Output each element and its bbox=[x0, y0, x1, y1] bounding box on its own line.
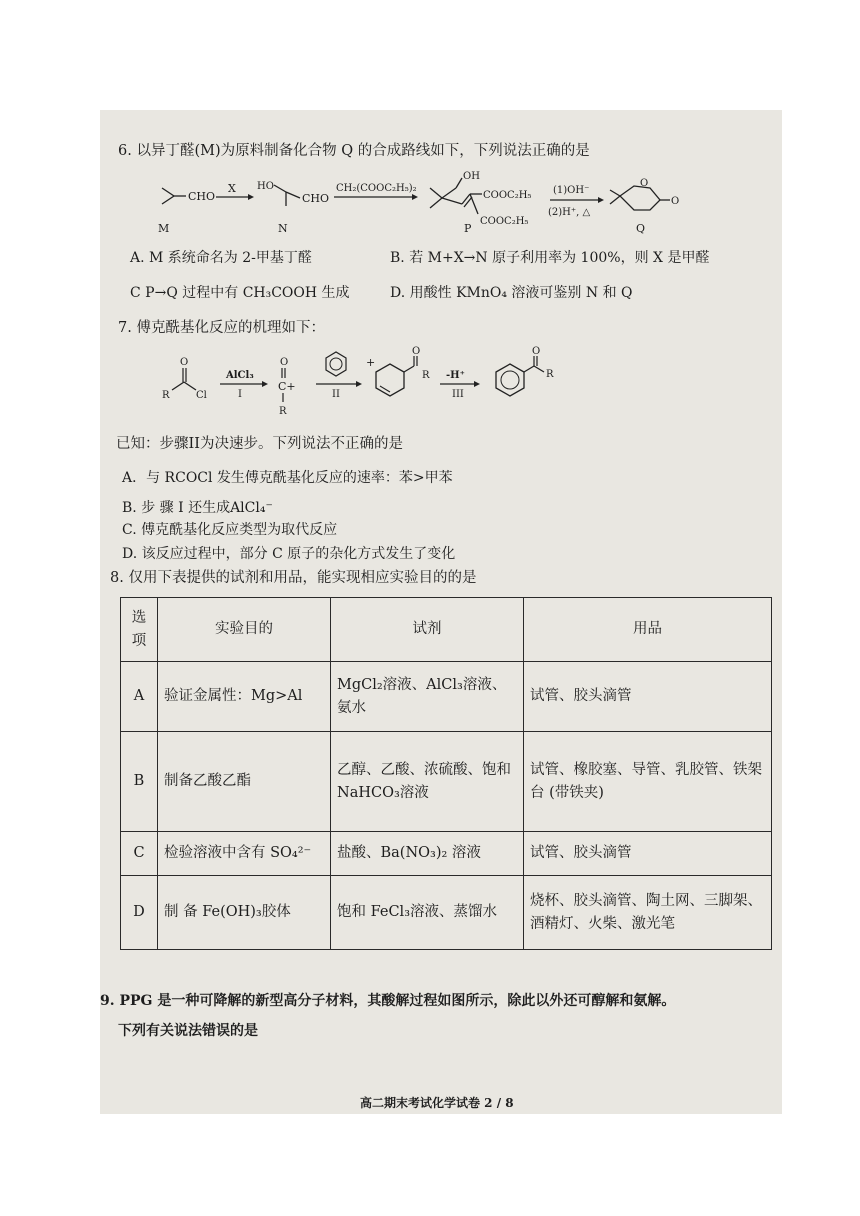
row-c-supplies: 试管、胶头滴管 bbox=[524, 832, 772, 876]
row-d-option: D bbox=[121, 876, 158, 950]
q6-option-d: D. 用酸性 KMnO₄ 溶液可鉴别 N 和 Q bbox=[390, 285, 633, 301]
row-c-option: C bbox=[121, 832, 158, 876]
p-ester-top: COOC₂H₅ bbox=[483, 190, 532, 201]
q6-option-c: C P→Q 过程中有 CH₃COOH 生成 bbox=[130, 285, 350, 301]
step1-number: I bbox=[238, 389, 242, 400]
row-d-reagents: 饱和 FeCl₃溶液、蒸馏水 bbox=[331, 876, 524, 950]
product-r-group: R bbox=[546, 369, 554, 380]
step3-reagent: -H⁺ bbox=[446, 370, 465, 381]
q-ring-oxygen: O bbox=[640, 178, 649, 189]
row-b-purpose: 制备乙酸乙酯 bbox=[158, 732, 331, 832]
acylium-oxygen: O bbox=[280, 357, 289, 368]
sigma-complex-charge: + bbox=[366, 356, 376, 369]
row-d-purpose: 制 备 Fe(OH)₃胶体 bbox=[158, 876, 331, 950]
question-7-stem: 7. 傅克酰基化反应的机理如下： bbox=[118, 320, 325, 336]
row-b-option: B bbox=[121, 732, 158, 832]
row-d-supplies: 烧杯、胶头滴管、陶土网、三脚架、酒精灯、火柴、激光笔 bbox=[524, 876, 772, 950]
row-c-purpose: 检验溶液中含有 SO₄²⁻ bbox=[158, 832, 331, 876]
table-row bbox=[121, 832, 772, 876]
table-row bbox=[121, 876, 772, 950]
chloride: Cl bbox=[196, 390, 207, 401]
label-m: M bbox=[158, 222, 170, 235]
q7-option-a: A．与 RCOCl 发生傅克酰基化反应的速率：苯>甲苯 bbox=[122, 470, 453, 486]
question-6-synthesis-scheme bbox=[150, 166, 690, 240]
step3-number: III bbox=[452, 389, 464, 400]
arrow3-step2: (2)H⁺, △ bbox=[548, 207, 591, 218]
q7-option-d: D. 该反应过程中，部分 C 原子的杂化方式发生了变化 bbox=[122, 546, 456, 562]
table-row bbox=[121, 732, 772, 832]
acyl-r-group: R bbox=[162, 390, 170, 401]
p-ester-bottom: COOC₂H₅ bbox=[480, 216, 529, 227]
n-ho-label: HO bbox=[257, 181, 274, 192]
row-b-supplies: 试管、橡胶塞、导管、乳胶管、铁架台 (带铁夹) bbox=[524, 732, 772, 832]
arrow1-reagent: X bbox=[228, 182, 236, 195]
acylium-r-group: R bbox=[279, 406, 287, 417]
p-oh-label: OH bbox=[463, 171, 480, 182]
arrow2-reagent: CH₂(COOC₂H₅)₂ bbox=[336, 183, 417, 194]
q7-option-c: C. 傅克酰基化反应类型为取代反应 bbox=[122, 522, 338, 538]
row-c-reagents: 盐酸、Ba(NO₃)₂ 溶液 bbox=[331, 832, 524, 876]
header-option: 选项 bbox=[121, 598, 158, 662]
question-8-stem: 8. 仅用下表提供的试剂和用品，能实现相应实验目的的是 bbox=[110, 570, 477, 586]
sigma-complex-oxygen: O bbox=[412, 346, 421, 357]
experiment-table bbox=[120, 597, 772, 950]
header-purpose: 实验目的 bbox=[158, 598, 331, 662]
q6-option-a: A. M 系统命名为 2-甲基丁醛 bbox=[130, 250, 312, 266]
question-7-mechanism-scheme bbox=[150, 344, 580, 428]
question-9-line-1: 9. PPG 是一种可降解的新型高分子材料，其酸解过程如图所示，除此以外还可醇解和氨解。 bbox=[100, 993, 676, 1009]
row-a-option: A bbox=[121, 662, 158, 732]
sigma-complex-r-group: R bbox=[422, 370, 430, 381]
m-cho-label: CHO bbox=[188, 190, 216, 203]
step1-reagent: AlCl₃ bbox=[226, 370, 254, 381]
product-oxygen: O bbox=[532, 346, 541, 357]
arrow3-step1: (1)OH⁻ bbox=[553, 185, 590, 196]
row-a-supplies: 试管、胶头滴管 bbox=[524, 662, 772, 732]
label-p: P bbox=[464, 222, 472, 235]
acylium-carbon: C+ bbox=[278, 380, 296, 393]
question-9-line-2: 下列有关说法错误的是 bbox=[118, 1023, 258, 1039]
label-n: N bbox=[278, 222, 288, 235]
q6-option-b: B. 若 M+X→N 原子利用率为 100%，则 X 是甲醛 bbox=[390, 250, 710, 266]
q7-known-condition: 已知：步骤II为决速步。下列说法不正确的是 bbox=[116, 436, 403, 452]
header-supplies: 用品 bbox=[524, 598, 772, 662]
step2-number: II bbox=[332, 389, 340, 400]
acyl-oxygen: O bbox=[180, 357, 189, 368]
n-cho-label: CHO bbox=[302, 192, 330, 205]
row-b-reagents: 乙醇、乙酸、浓硫酸、饱和 NaHCO₃溶液 bbox=[331, 732, 524, 832]
row-a-reagents: MgCl₂溶液、AlCl₃溶液、氨水 bbox=[331, 662, 524, 732]
table-header-row bbox=[121, 598, 772, 662]
label-q: Q bbox=[636, 222, 646, 235]
q7-option-b: B. 步 骤 I 还生成AlCl₄⁻ bbox=[122, 500, 273, 516]
q-carbonyl-oxygen: O bbox=[671, 196, 680, 207]
page-footer: 高二期末考试化学试卷 2 / 8 bbox=[360, 1096, 514, 1110]
row-a-purpose: 验证金属性：Mg>Al bbox=[158, 662, 331, 732]
header-reagents: 试剂 bbox=[331, 598, 524, 662]
table-row bbox=[121, 662, 772, 732]
question-6-stem: 6. 以异丁醛(M)为原料制备化合物 Q 的合成路线如下，下列说法正确的是 bbox=[118, 143, 590, 159]
